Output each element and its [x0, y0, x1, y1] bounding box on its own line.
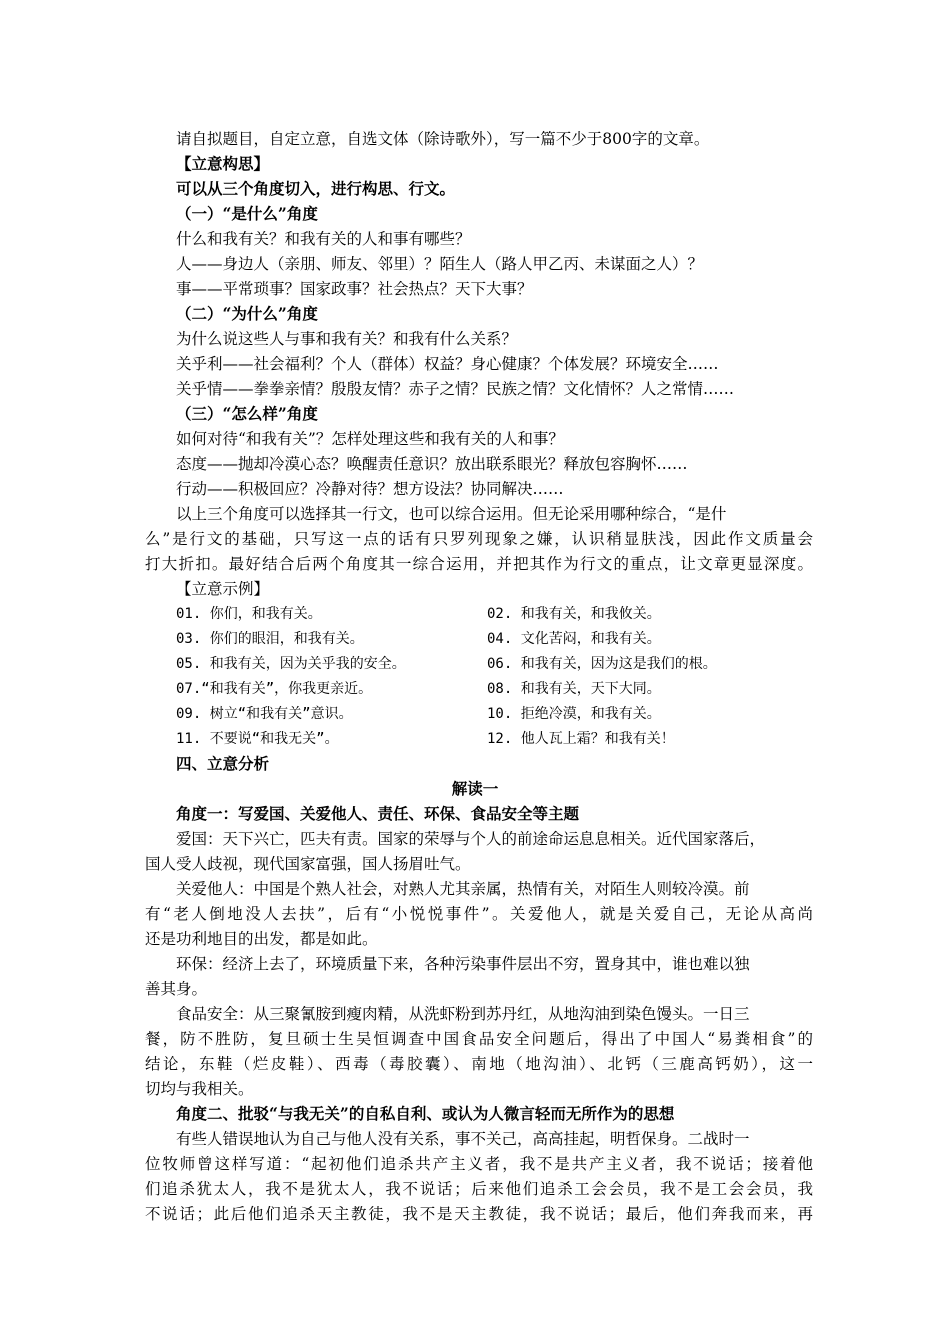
section-examples-heading: 【立意示例】: [176, 580, 270, 598]
angle1-line: 事——平常琐事？国家政事？社会热点？天下大事？: [176, 280, 533, 298]
angle2-line: 为什么说这些人与事和我有关？和我有什么关系？: [176, 330, 518, 348]
example-item: 11. 不要说“和我无关”。: [176, 731, 339, 747]
summary-line: 么”是行文的基础，只写这一点的话有只罗列现象之嫌，认识稍显肤浅，因此作文质量会: [145, 530, 813, 548]
summary-line: 以上三个角度可以选择其一行文，也可以综合运用。但无论采用哪种综合，“是什: [176, 505, 727, 523]
angle-b-heading: 角度二、批驳“与我无关”的自私自利、或认为人微言轻而无所作为的思想: [176, 1104, 675, 1123]
summary-line: 打大折扣。最好结合后两个角度其一综合运用，并把其作为行文的重点，让文章更显深度。: [145, 555, 813, 573]
example-item: 09. 树立“和我有关”意识。: [176, 706, 353, 722]
food-paragraph: 切均与我相关。: [145, 1080, 254, 1098]
angle-b-paragraph: 位牧师曾这样写道：“起初他们追杀共产主义者，我不是共产主义者，我不说话；接着他: [145, 1155, 813, 1173]
example-item: 04. 文化苦闷，和我有关。: [487, 631, 661, 647]
essay-prompt: 请自拟题目，自定立意，自选文体（除诗歌外），写一篇不少于800字的文章。: [176, 130, 710, 148]
food-paragraph: 餐，防不胜防，复旦硕士生吴恒调查中国食品安全问题后，得出了中国人“易粪相食”的: [145, 1030, 813, 1048]
section-conception-heading: 【立意构思】: [176, 154, 270, 173]
example-item: 05. 和我有关，因为关乎我的安全。: [176, 656, 406, 672]
angle-b-paragraph: 们追杀犹太人，我不是犹太人，我不说话；后来他们追杀工会会员，我不是工会会员，我: [145, 1180, 813, 1198]
angle3-heading: （三）“怎么样”角度: [176, 404, 318, 423]
patriotism-paragraph: 爱国：天下兴亡，匹夫有责。国家的荣辱与个人的前途命运息息相关。近代国家落后，: [176, 830, 766, 848]
angle1-heading: （一）“是什么”角度: [176, 204, 318, 223]
food-paragraph: 食品安全：从三聚氰胺到瘦肉精，从洗虾粉到苏丹红，从地沟油到染色馒头。一日三: [176, 1005, 750, 1023]
angle1-line: 什么和我有关？和我有关的人和事有哪些？: [176, 230, 471, 248]
angle2-line: 关乎利——社会福利？个人（群体）权益？身心健康？个体发展？环境安全……: [176, 355, 719, 373]
example-item: 02. 和我有关，和我攸关。: [487, 606, 661, 622]
caring-paragraph: 有“老人倒地没人去扶”，后有“小悦悦事件”。关爱他人，就是关爱自己，无论从高尚: [145, 905, 813, 923]
environment-paragraph: 环保：经济上去了，环境质量下来，各种污染事件层出不穷，置身其中，谁也难以独: [176, 955, 750, 973]
example-item: 12. 他人瓦上霜？和我有关！: [487, 731, 675, 747]
example-item: 03. 你们的眼泪，和我有关。: [176, 631, 364, 647]
example-item: 08. 和我有关，天下大同。: [487, 681, 661, 697]
example-item: 10. 拒绝冷漠，和我有关。: [487, 706, 661, 722]
angle3-line: 如何对待“和我有关”？怎样处理这些和我有关的人和事？: [176, 430, 564, 448]
angle-a-heading: 角度一：写爱国、关爱他人、责任、环保、食品安全等主题: [176, 804, 580, 823]
angle1-line: 人——身边人（亲朋、师友、邻里）？陌生人（路人甲乙丙、未谋面之人）？: [176, 255, 704, 273]
angle-b-paragraph: 有些人错误地认为自己与他人没有关系，事不关己，高高挂起，明哲保身。二战时一: [176, 1130, 750, 1148]
angle-b-paragraph: 不说话；此后他们追杀天主教徒，我不是天主教徒，我不说话；最后，他们奔我而来，再: [145, 1205, 813, 1223]
environment-paragraph: 善其身。: [145, 980, 208, 998]
angle3-line: 态度——抛却冷漠心态？唤醒责任意识？放出联系眼光？释放包容胸怀……: [176, 455, 688, 473]
example-item: 07.“和我有关”，你我更亲近。: [176, 681, 373, 697]
example-item: 01. 你们，和我有关。: [176, 606, 322, 622]
food-paragraph: 结论，东鞋（烂皮鞋）、西毒（毒胶囊）、南地（地沟油）、北钙（三鹿高钙奶），这一: [145, 1055, 813, 1073]
section-analysis-heading: 四、立意分析: [176, 754, 270, 773]
intro-line: 可以从三个角度切入，进行构思、行文。: [176, 179, 456, 198]
angle2-heading: （二）“为什么”角度: [176, 304, 318, 323]
caring-paragraph: 关爱他人：中国是个熟人社会，对熟人尤其亲属，热情有关，对陌生人则较冷漠。前: [176, 880, 750, 898]
caring-paragraph: 还是功利地目的出发，都是如此。: [145, 930, 378, 948]
patriotism-paragraph: 国人受人歧视，现代国家富强，国人扬眉吐气。: [145, 855, 471, 873]
angle2-line: 关乎情——拳拳亲情？殷殷友情？赤子之情？民族之情？文化情怀？人之常情……: [176, 380, 735, 398]
reading-title: 解读一: [451, 779, 499, 798]
example-item: 06. 和我有关，因为这是我们的根。: [487, 656, 717, 672]
angle3-line: 行动——积极回应？冷静对待？想方设法？协同解决……: [176, 480, 564, 498]
